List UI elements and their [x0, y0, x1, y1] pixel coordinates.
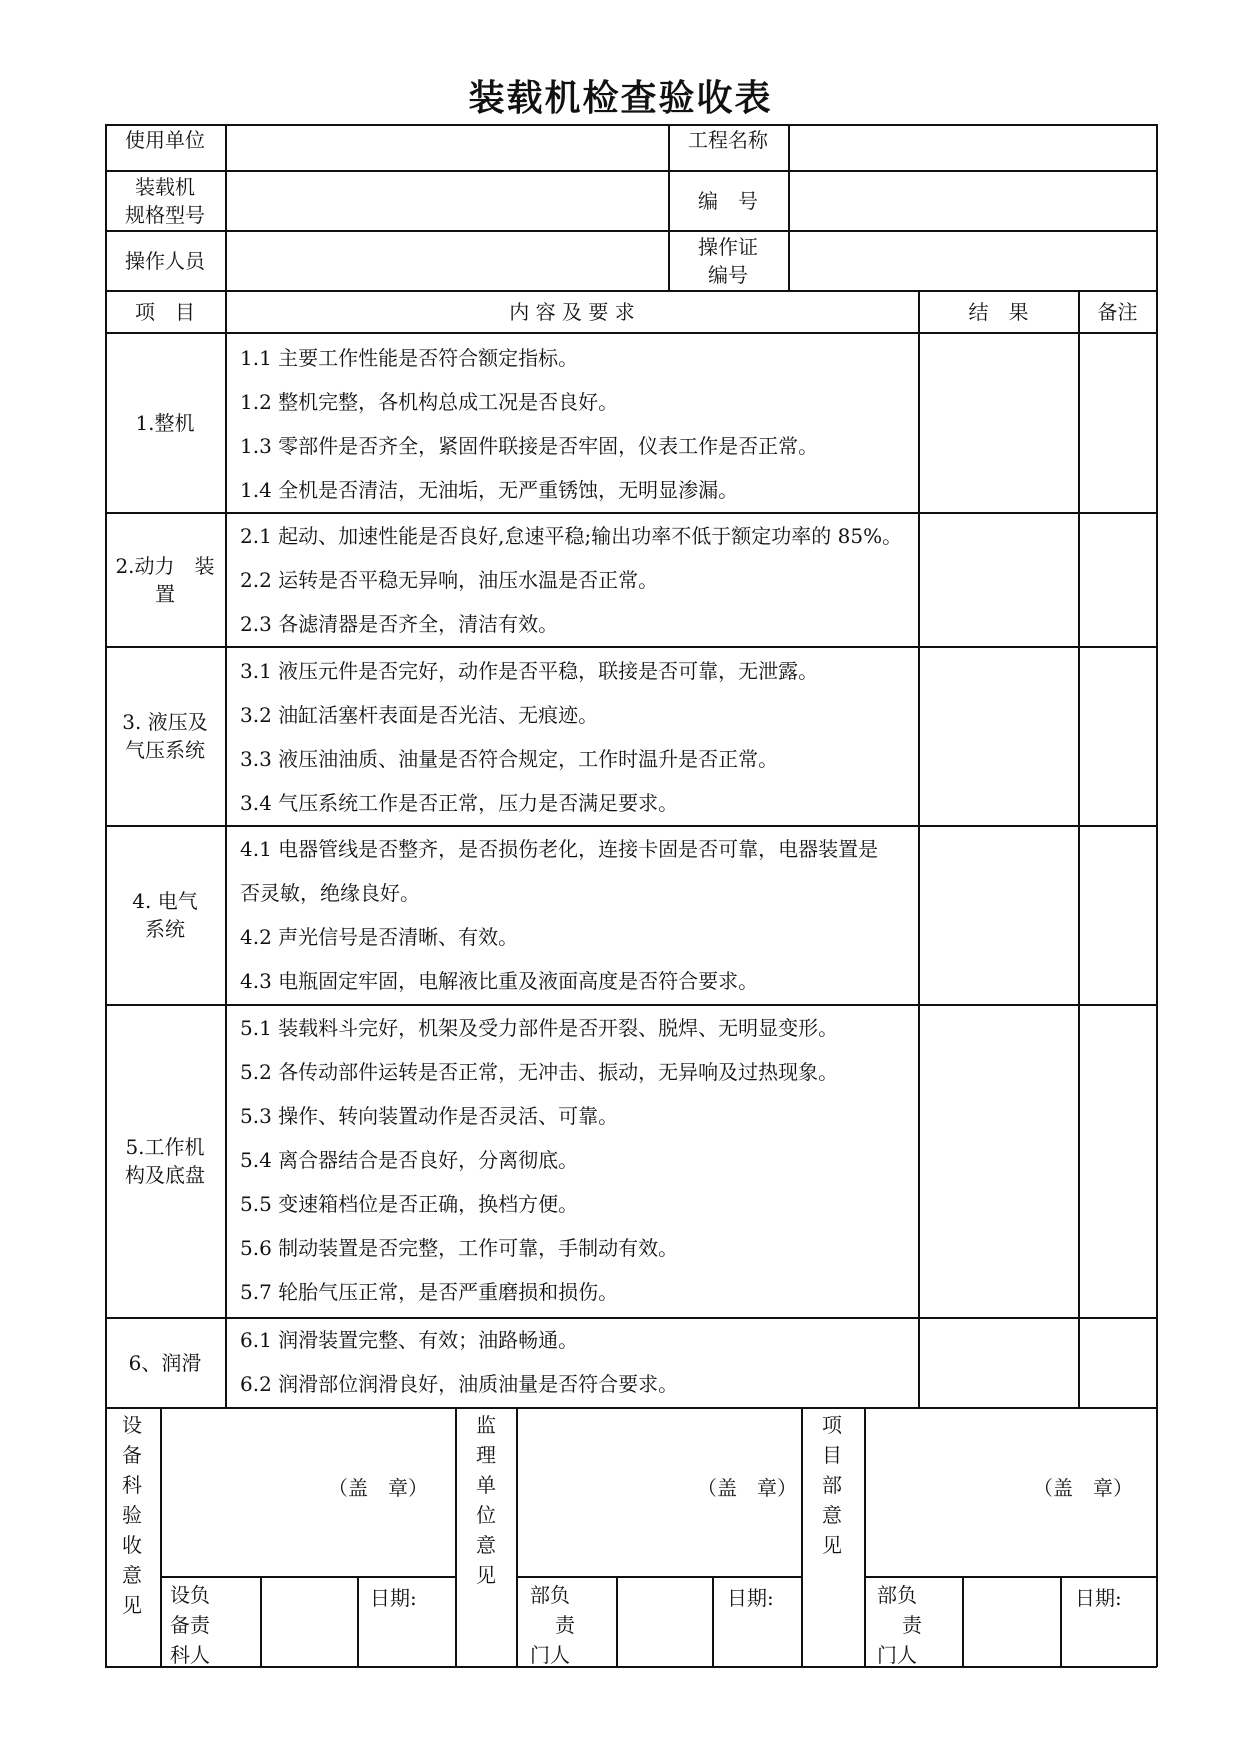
- section-name-line: 气压系统: [125, 738, 205, 762]
- check-item: 5.7 轮胎气压正常，是否严重磨损和损伤。: [240, 1280, 619, 1304]
- section-name-line: 4. 电气: [132, 889, 198, 913]
- section-name-line: 置: [155, 581, 175, 606]
- column-header-item: 项 目: [135, 299, 195, 324]
- model-label-line: 装载机: [135, 174, 195, 199]
- result-field[interactable]: [920, 514, 1077, 645]
- section-name: [105, 513, 225, 646]
- check-item: 5.4 离合器结合是否良好，分离彻底。: [240, 1148, 579, 1172]
- project-stamp: （盖 章）: [1033, 1476, 1133, 1500]
- equipment-person-field[interactable]: [262, 1578, 356, 1666]
- label-char: 意: [122, 1563, 142, 1587]
- check-item: 6.1 润滑装置完整、有效；油路畅通。: [240, 1328, 579, 1352]
- label-line: 责: [902, 1613, 922, 1637]
- column-header-content: 内 容 及 要 求: [509, 299, 635, 324]
- label-line: 部负: [530, 1583, 570, 1607]
- remark-field[interactable]: [1080, 334, 1155, 511]
- grid-line: [225, 290, 227, 1407]
- supervision-person-label: [530, 1580, 614, 1670]
- project-value-field[interactable]: [790, 126, 1155, 170]
- project-person-label: [877, 1580, 961, 1670]
- check-item: 5.3 操作、转向装置动作是否灵活、可靠。: [240, 1104, 619, 1128]
- section-name: [105, 1005, 225, 1317]
- table-border-bottom: [105, 1666, 1157, 1668]
- unit-value-field[interactable]: [227, 126, 667, 170]
- label-char: 收: [122, 1533, 142, 1557]
- equipment-date-label: 日期:: [370, 1586, 417, 1610]
- grid-line: [1060, 1576, 1062, 1667]
- label-char: 位: [476, 1503, 496, 1527]
- equipment-person-label: [170, 1580, 258, 1670]
- project-opinion-label: [812, 1410, 852, 1560]
- column-header-result: 结 果: [968, 299, 1029, 324]
- column-header-remark: 备注: [1097, 299, 1138, 324]
- operator-label: 操作人员: [125, 248, 205, 273]
- unit-label: 使用单位: [125, 128, 205, 152]
- remark-field[interactable]: [1080, 648, 1155, 824]
- model-label-line: 规格型号: [125, 202, 205, 227]
- project-date-label: 日期:: [1075, 1586, 1122, 1610]
- model-label: [105, 171, 225, 230]
- label-char: 理: [476, 1443, 496, 1467]
- section-name-line: 系统: [145, 917, 185, 941]
- remark-field[interactable]: [1080, 514, 1155, 645]
- project-label: 工程名称: [688, 128, 768, 152]
- label-char: 见: [476, 1563, 496, 1587]
- section-name-line: 3. 液压及: [122, 710, 208, 734]
- check-item: 5.6 制动装置是否完整，工作可靠，手制动有效。: [240, 1236, 679, 1260]
- grid-line: [357, 1576, 359, 1667]
- label-char: 科: [122, 1473, 142, 1497]
- check-item: 5.2 各传动部件运转是否正常，无冲击、振动，无异响及过热现象。: [240, 1060, 839, 1084]
- grid-line: [455, 1407, 457, 1667]
- section-name-line: 2.动力 装: [115, 553, 215, 578]
- check-item: 否灵敏，绝缘良好。: [240, 881, 420, 905]
- section-name-line: 构及底盘: [125, 1163, 205, 1187]
- cert-label-line: 操作证: [698, 234, 758, 259]
- remark-field[interactable]: [1080, 827, 1155, 1003]
- check-item: 3.4 气压系统工作是否正常，压力是否满足要求。: [240, 791, 679, 815]
- label-char: 见: [122, 1593, 142, 1617]
- result-field[interactable]: [920, 1006, 1077, 1316]
- check-item: 4.2 声光信号是否清晰、有效。: [240, 925, 519, 949]
- section-name: [105, 647, 225, 825]
- label-char: 设: [122, 1413, 142, 1437]
- cert-label: [668, 231, 788, 290]
- section-name: 1.整机: [135, 410, 195, 435]
- remark-field[interactable]: [1080, 1006, 1155, 1316]
- check-item: 4.1 电器管线是否整齐，是否损伤老化，连接卡固是否可靠，电器装置是: [240, 837, 879, 861]
- grid-line: [712, 1576, 714, 1667]
- check-item: 6.2 润滑部位润滑良好，油质油量是否符合要求。: [240, 1372, 679, 1396]
- model-value-field[interactable]: [227, 171, 667, 230]
- supervision-opinion-label: [466, 1410, 506, 1590]
- check-item: 1.1 主要工作性能是否符合额定指标。: [240, 346, 579, 370]
- label-char: 见: [822, 1533, 842, 1557]
- supervision-person-field[interactable]: [618, 1578, 711, 1666]
- check-item: 5.1 装载料斗完好，机架及受力部件是否开裂、脱焊、无明显变形。: [240, 1016, 839, 1040]
- check-item: 2.3 各滤清器是否齐全，清洁有效。: [240, 612, 559, 636]
- label-line: 责: [555, 1613, 575, 1637]
- check-item: 3.2 油缸活塞杆表面是否光洁、无痕迹。: [240, 703, 599, 727]
- label-char: 验: [122, 1503, 142, 1527]
- check-item: 1.2 整机完整，各机构总成工况是否良好。: [240, 390, 619, 414]
- label-char: 单: [476, 1473, 496, 1497]
- result-field[interactable]: [920, 827, 1077, 1003]
- result-field[interactable]: [920, 334, 1077, 511]
- label-line: 备责: [170, 1613, 210, 1637]
- equipment-stamp: （盖 章）: [328, 1476, 428, 1500]
- label-char: 项: [822, 1413, 842, 1437]
- section-name-line: 5.工作机: [125, 1135, 205, 1159]
- label-char: 部: [822, 1473, 842, 1497]
- equipment-opinion-label: [112, 1410, 152, 1620]
- label-char: 备: [122, 1443, 142, 1467]
- supervision-stamp: （盖 章）: [697, 1476, 797, 1500]
- check-item: 4.3 电瓶固定牢固，电解液比重及液面高度是否符合要求。: [240, 969, 759, 993]
- grid-line: [801, 1407, 803, 1667]
- label-line: 部负: [877, 1583, 917, 1607]
- supervision-date-label: 日期:: [727, 1586, 774, 1610]
- page-title: 装载机检查验收表: [468, 78, 773, 119]
- check-item: 2.1 起动、加速性能是否良好,怠速平稳;输出功率不低于额定功率的 85%。: [240, 524, 903, 548]
- label-line: 科人: [170, 1643, 210, 1667]
- label-line: 门人: [877, 1643, 917, 1667]
- check-item: 1.3 零部件是否齐全，紧固件联接是否牢固，仪表工作是否正常。: [240, 434, 819, 458]
- label-char: 监: [476, 1413, 496, 1437]
- check-item: 3.3 液压油油质、油量是否符合规定，工作时温升是否正常。: [240, 747, 779, 771]
- label-char: 意: [476, 1533, 496, 1557]
- label-line: 设负: [170, 1583, 210, 1607]
- section-name: 6、润滑: [128, 1350, 202, 1375]
- label-line: 门人: [530, 1643, 570, 1667]
- label-char: 目: [822, 1443, 842, 1467]
- result-field[interactable]: [920, 648, 1077, 824]
- label-char: 意: [822, 1503, 842, 1527]
- check-item: 1.4 全机是否清洁，无油垢，无严重锈蚀，无明显渗漏。: [240, 478, 739, 502]
- cert-label-line: 编号: [708, 262, 748, 287]
- check-item: 5.5 变速箱档位是否正确，换档方便。: [240, 1192, 579, 1216]
- table-border-right: [1156, 124, 1158, 1667]
- result-field[interactable]: [920, 1319, 1077, 1406]
- check-item: 3.1 液压元件是否完好，动作是否平稳，联接是否可靠，无泄露。: [240, 659, 819, 683]
- cert-value-field[interactable]: [790, 231, 1155, 290]
- check-item: 2.2 运转是否平稳无异响，油压水温是否正常。: [240, 568, 659, 592]
- number-value-field[interactable]: [790, 171, 1155, 230]
- remark-field[interactable]: [1080, 1319, 1155, 1406]
- section-name: [105, 826, 225, 1004]
- operator-value-field[interactable]: [227, 231, 667, 290]
- number-label: 编 号: [698, 188, 758, 213]
- project-person-field[interactable]: [964, 1578, 1059, 1666]
